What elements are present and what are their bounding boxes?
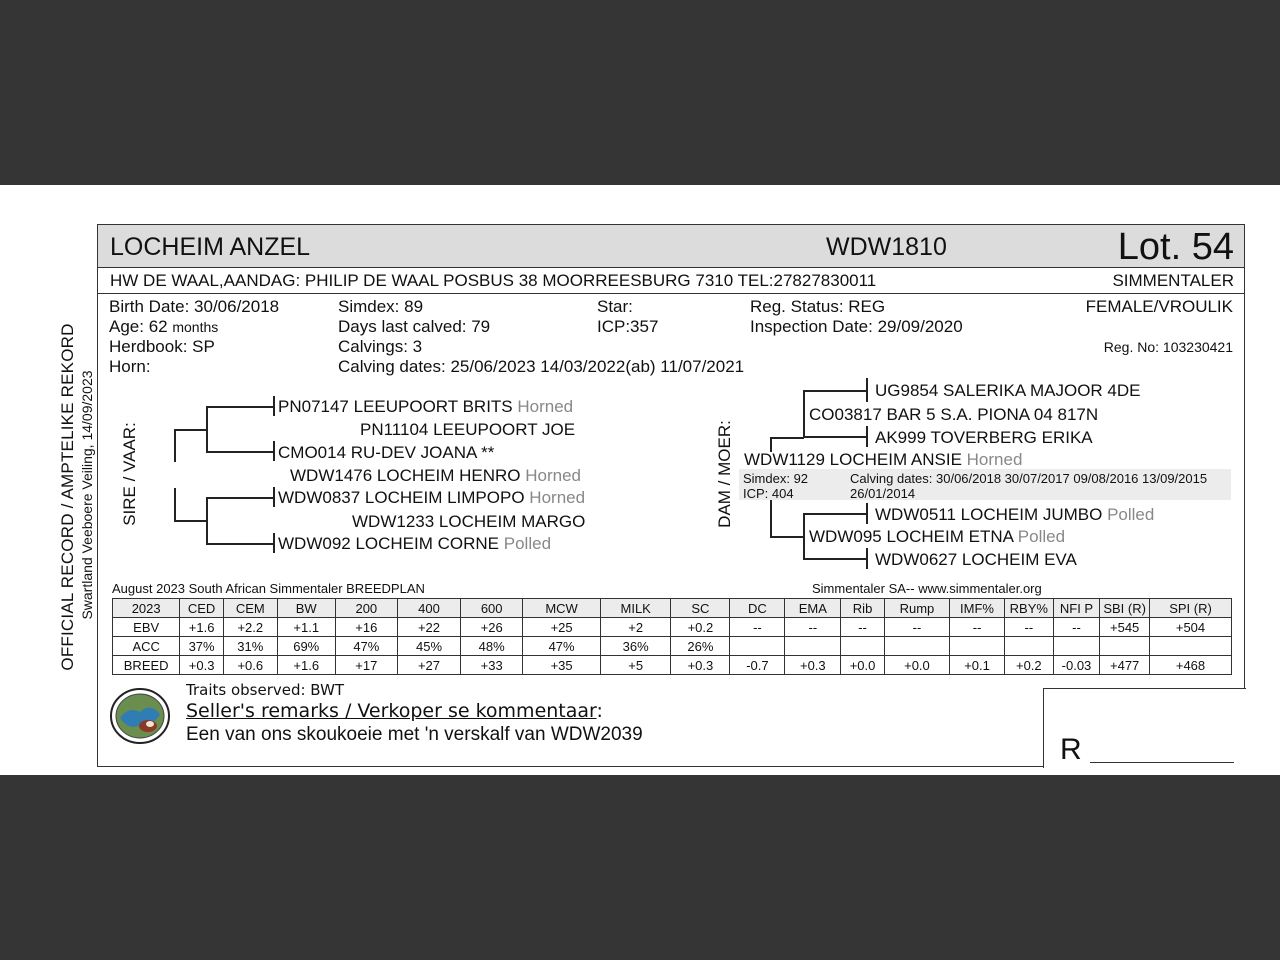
breedplan-header-row xyxy=(113,599,1232,618)
icp: ICP:357 xyxy=(597,317,659,336)
breedplan-cell xyxy=(950,637,1005,656)
sire-granddam xyxy=(278,488,585,508)
breedplan-cell: 48% xyxy=(461,637,523,656)
animal-name: LOCHEIM ANZEL xyxy=(110,233,311,261)
sire-granddam-horn: Horned xyxy=(529,488,586,507)
breedplan-cell: +25 xyxy=(523,618,601,637)
sire-line-12 xyxy=(206,497,274,499)
breedplan-cell: +5 xyxy=(600,656,670,675)
breedplan-cell: RBY% xyxy=(1004,599,1053,618)
dam-line-12 xyxy=(803,558,868,560)
owner-row xyxy=(98,268,1244,294)
dam xyxy=(744,450,1022,470)
inspection-date: Inspection Date: 29/09/2020 xyxy=(750,317,963,336)
breedplan-cell: +2 xyxy=(600,618,670,637)
breedplan-cell: BW xyxy=(277,599,335,618)
simmentaler-logo xyxy=(110,688,170,744)
breedplan-cell: EMA xyxy=(785,599,841,618)
sire-gg1: PN11104 LEEUPOORT JOE xyxy=(360,420,576,439)
animal-code: WDW1810 xyxy=(826,233,947,261)
breedplan-cell: 47% xyxy=(335,637,397,656)
days-last-calved: Days last calved: 79 xyxy=(338,317,491,336)
breedplan-cell: 45% xyxy=(397,637,460,656)
breedplan-cell: Rib xyxy=(841,599,885,618)
breedplan-cell: +33 xyxy=(461,656,523,675)
breedplan-cell: SC xyxy=(671,599,730,618)
sire-gg4-name: WDW092 LOCHEIM CORNE xyxy=(278,534,500,553)
breedplan-cell: BREED xyxy=(113,656,180,675)
age-unit: months xyxy=(172,319,219,335)
dam-simdex: Simdex: 92 xyxy=(743,471,809,486)
breedplan-cell: -- xyxy=(1053,618,1100,637)
breedplan-cell: +0.3 xyxy=(785,656,841,675)
dam-line-9 xyxy=(770,536,804,538)
age xyxy=(109,317,218,337)
sire-name: WDW1476 LOCHEIM HENRO xyxy=(290,466,521,485)
dam-line-13 xyxy=(866,503,868,524)
sire-line-5 xyxy=(206,406,274,408)
dam-horn: Horned xyxy=(966,450,1023,469)
breedplan-cell: 600 xyxy=(461,599,523,618)
reg-status: Reg. Status: REG xyxy=(750,297,886,316)
birth-date: Birth Date: 30/06/2018 xyxy=(109,297,280,316)
breedplan-cell: +1.1 xyxy=(277,618,335,637)
breedplan-table xyxy=(112,598,1232,675)
reg-no: Reg. No: 103230421 xyxy=(1103,339,1233,355)
breedplan-cell: 26% xyxy=(671,637,730,656)
sire-gg3: WDW1233 LOCHEIM MARGO xyxy=(352,512,586,531)
dam-grandsire: CO03817 BAR 5 S.A. PIONA 04 817N xyxy=(809,405,1099,424)
breedplan-cell: EBV xyxy=(113,618,180,637)
breedplan-cell: DC xyxy=(730,599,785,618)
breedplan-cell: +0.3 xyxy=(180,656,224,675)
breedplan-cell xyxy=(785,637,841,656)
breed-name: SIMMENTALER xyxy=(1112,271,1234,290)
price-label: R xyxy=(1060,733,1082,766)
sire-line-1 xyxy=(174,429,176,460)
breedplan-cell: -0.7 xyxy=(730,656,785,675)
dam-gg3 xyxy=(875,505,1154,525)
breedplan-cell: 200 xyxy=(335,599,397,618)
dam-granddam-name: WDW095 LOCHEIM ETNA xyxy=(809,527,1014,546)
breedplan-cell: +0.0 xyxy=(884,656,949,675)
breedplan-cell: CED xyxy=(180,599,224,618)
sire-line-15 xyxy=(273,533,275,553)
dam-granddam-horn: Polled xyxy=(1017,527,1066,546)
breedplan-cell xyxy=(841,637,885,656)
dam-line-8 xyxy=(770,500,772,537)
breedplan-cell: 37% xyxy=(180,637,224,656)
breedplan-cell: 47% xyxy=(523,637,601,656)
dam-gg1: UG9854 SALERIKA MAJOOR 4DE xyxy=(875,381,1141,400)
breedplan-cell: +26 xyxy=(461,618,523,637)
sire-label: SIRE / VAAR: xyxy=(120,422,139,526)
breedplan-cell: ACC xyxy=(113,637,180,656)
sex: FEMALE/VROULIK xyxy=(1085,297,1233,316)
breedplan-cell: -- xyxy=(1004,618,1053,637)
dam-line-10 xyxy=(803,513,805,559)
price-line xyxy=(1090,762,1234,763)
breedplan-cell: +504 xyxy=(1150,618,1232,637)
dam-line-7 xyxy=(866,426,868,447)
remarks-text: Een van ons skoukoeie met 'n verskalf van WDW2039 xyxy=(186,724,643,745)
sire-line-3 xyxy=(174,460,176,462)
sire-grandsire xyxy=(278,397,573,417)
dam-granddam xyxy=(809,527,1065,547)
breedplan-cell: 2023 xyxy=(113,599,180,618)
dam-line-3 xyxy=(803,390,805,438)
card-header xyxy=(98,225,1244,268)
breedplan-cell: +27 xyxy=(397,656,460,675)
calvings: Calvings: 3 xyxy=(338,337,423,356)
dam-line-5 xyxy=(803,436,868,438)
sire-line-14 xyxy=(273,487,275,507)
breedplan-cell: +0.6 xyxy=(223,656,277,675)
sire-line-9 xyxy=(174,488,176,520)
breedplan-cell: SPI (R) xyxy=(1150,599,1232,618)
breedplan-cell: NFI P xyxy=(1053,599,1100,618)
breedplan-cell: -- xyxy=(884,618,949,637)
price-box[interactable] xyxy=(1043,688,1246,768)
breedplan-cell: +1.6 xyxy=(277,656,335,675)
sire-gg4-horn: Polled xyxy=(503,534,552,553)
dam-calving-dates: Calving dates: 30/06/2018 30/07/2017 09/08/2016 13/09/2015 xyxy=(850,471,1208,486)
breedplan-cell: MCW xyxy=(523,599,601,618)
remarks-heading-text: Seller's remarks / Verkoper se kommentaar xyxy=(186,700,597,722)
sire-line-13 xyxy=(206,543,274,545)
breedplan-cell: MILK xyxy=(600,599,670,618)
breedplan-cell xyxy=(1053,637,1100,656)
breedplan-cell: +22 xyxy=(397,618,460,637)
breedplan-row xyxy=(113,637,1232,656)
sire xyxy=(290,466,581,486)
breedplan-cell: 36% xyxy=(600,637,670,656)
breedplan-cell: 69% xyxy=(277,637,335,656)
breedplan-cell xyxy=(1100,637,1150,656)
breedplan-cell: +0.1 xyxy=(950,656,1005,675)
dam-calving-dates-2: 26/01/2014 xyxy=(850,486,916,501)
sire-line-7 xyxy=(273,396,275,416)
breedplan-cell: +477 xyxy=(1100,656,1150,675)
breedplan-cell: -- xyxy=(785,618,841,637)
dam-icp: ICP: 404 xyxy=(743,486,794,501)
horn: Horn: xyxy=(109,357,151,376)
dam-line-6 xyxy=(866,378,868,402)
dam-gg4: WDW0627 LOCHEIM EVA xyxy=(875,550,1077,569)
dam-line-11 xyxy=(803,513,868,515)
dam-line-14 xyxy=(866,548,868,569)
breedplan-cell: +545 xyxy=(1100,618,1150,637)
dam-gg2: AK999 TOVERBERG ERIKA xyxy=(875,428,1093,447)
official-record-label: OFFICIAL RECORD / AMPTELIKE REKORD xyxy=(58,323,77,671)
breedplan-cell: +0.2 xyxy=(1004,656,1053,675)
breedplan-row xyxy=(113,656,1232,675)
dam-line-2 xyxy=(770,437,804,439)
sire-horn: Horned xyxy=(525,466,581,485)
breedplan-title: August 2023 South African Simmentaler BREEDPLAN xyxy=(112,581,425,596)
auction-label: Swartland Veeboere Veiling, 14/09/2023 xyxy=(79,370,95,620)
breedplan-cell: +0.0 xyxy=(841,656,885,675)
star: Star: xyxy=(597,297,633,316)
remarks-heading-colon: : xyxy=(596,700,603,722)
sire-grandsire-horn: Horned xyxy=(517,397,574,416)
calving-dates: Calving dates: 25/06/2023 14/03/2022(ab) 11/07/2021 xyxy=(338,357,745,376)
dam-name: WDW1129 LOCHEIM ANSIE xyxy=(744,450,962,469)
sire-line-11 xyxy=(206,497,208,544)
sire-line-8 xyxy=(273,441,275,461)
breedplan-cell: +0.3 xyxy=(671,656,730,675)
age-value: Age: 62 xyxy=(109,317,168,336)
breedplan-cell xyxy=(884,637,949,656)
breedplan-cell xyxy=(1150,637,1232,656)
owner-address: HW DE WAAL,AANDAG: PHILIP DE WAAL POSBUS 38 MOORREESBURG 7310 TEL:27827830011 xyxy=(110,271,877,290)
breedplan-cell: IMF% xyxy=(950,599,1005,618)
breedplan-cell: -- xyxy=(950,618,1005,637)
breedplan-cell: -- xyxy=(730,618,785,637)
breedplan-cell: 400 xyxy=(397,599,460,618)
lot-number: Lot. 54 xyxy=(1117,226,1234,268)
breedplan-cell xyxy=(1004,637,1053,656)
breedplan-cell: 31% xyxy=(223,637,277,656)
dam-label: DAM / MOER: xyxy=(715,420,734,528)
breedplan-cell: +1.6 xyxy=(180,618,224,637)
breedplan-cell: +17 xyxy=(335,656,397,675)
breedplan-cell: -0.03 xyxy=(1053,656,1100,675)
breedplan-cell: +35 xyxy=(523,656,601,675)
breedplan-cell: SBI (R) xyxy=(1100,599,1150,618)
breedplan-row xyxy=(113,618,1232,637)
dam-details xyxy=(739,469,1231,500)
sire-grandsire-name: PN07147 LEEUPOORT BRITS xyxy=(278,397,513,416)
sire-gg2: CMO014 RU-DEV JOANA ** xyxy=(278,443,495,462)
breedplan-site: Simmentaler SA-- www.simmentaler.org xyxy=(812,581,1042,596)
sire-line-10 xyxy=(174,520,206,522)
herdbook: Herdbook: SP xyxy=(109,337,215,356)
remarks-heading xyxy=(186,700,603,722)
simdex: Simdex: 89 xyxy=(338,297,424,316)
dam-gg3-name: WDW0511 LOCHEIM JUMBO xyxy=(875,505,1103,524)
breedplan-cell: CEM xyxy=(223,599,277,618)
dam-gg3-horn: Polled xyxy=(1107,505,1155,524)
breedplan-cell: Rump xyxy=(884,599,949,618)
sire-line-2 xyxy=(174,429,206,431)
traits-observed: Traits observed: BWT xyxy=(186,681,345,699)
breedplan-cell: +2.2 xyxy=(223,618,277,637)
breedplan-cell: +468 xyxy=(1150,656,1232,675)
sire-line-4 xyxy=(206,406,208,452)
breedplan-cell xyxy=(730,637,785,656)
breedplan-cell: +0.2 xyxy=(671,618,730,637)
sire-granddam-name: WDW0837 LOCHEIM LIMPOPO xyxy=(278,488,525,507)
sire-gg4 xyxy=(278,534,551,554)
breedplan-cell: -- xyxy=(841,618,885,637)
breedplan-cell: +16 xyxy=(335,618,397,637)
dam-line-4 xyxy=(803,390,868,392)
sire-line-6 xyxy=(206,451,274,453)
